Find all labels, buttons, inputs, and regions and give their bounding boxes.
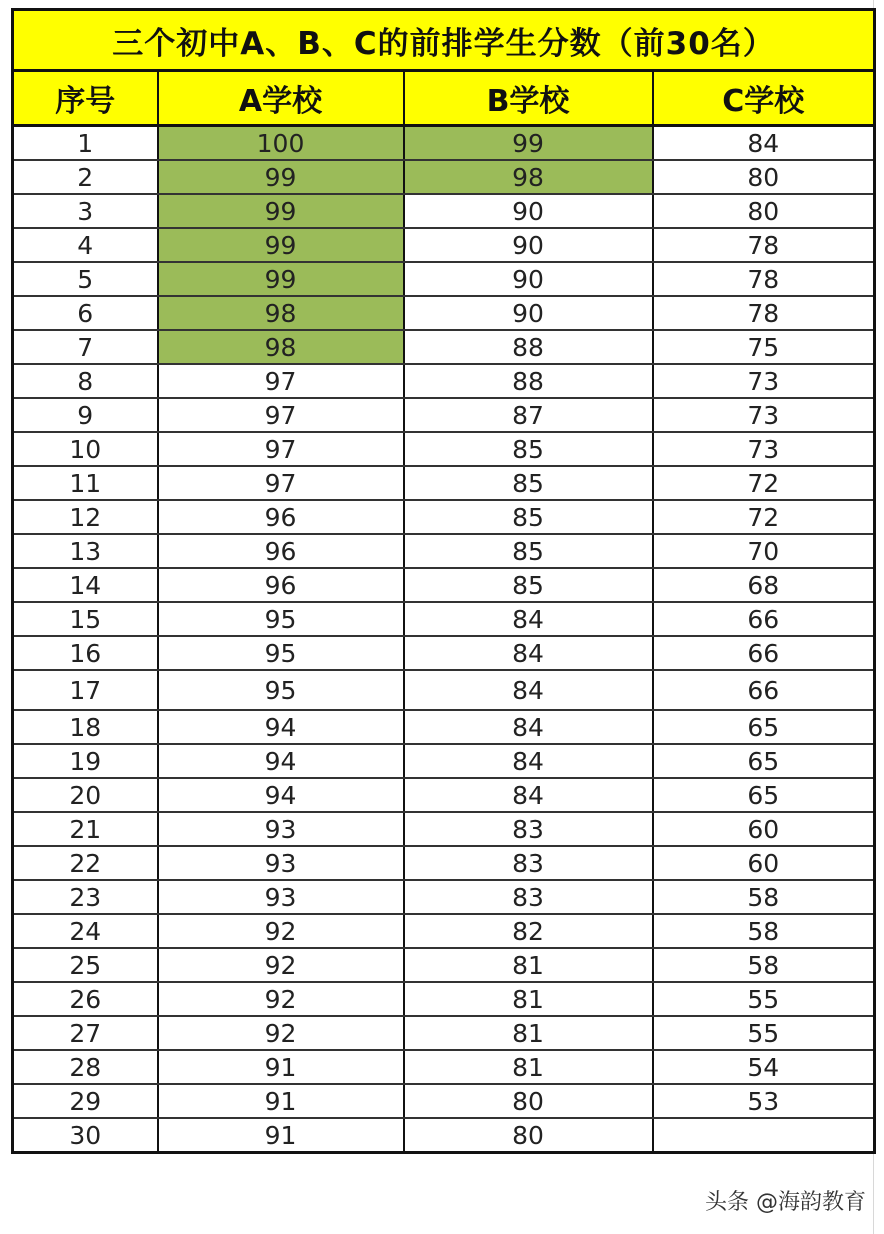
- table-title[interactable]: 三个初中A、B、C的前排学生分数（前30名）: [13, 10, 875, 71]
- school-b-score-cell[interactable]: 85: [404, 466, 653, 500]
- table-row: [13, 330, 875, 364]
- table-row: [13, 812, 875, 846]
- table-row: [13, 1016, 875, 1050]
- row-number-cell[interactable]: 30: [13, 1118, 158, 1153]
- school-a-score-cell[interactable]: 96: [158, 534, 404, 568]
- row-number-cell[interactable]: 19: [13, 744, 158, 778]
- school-b-score-cell[interactable]: 85: [404, 534, 653, 568]
- school-b-score-cell[interactable]: 90: [404, 228, 653, 262]
- table-row: [13, 710, 875, 744]
- table-row: [13, 126, 875, 161]
- table-row: [13, 880, 875, 914]
- school-a-score-cell[interactable]: 92: [158, 914, 404, 948]
- school-a-score-cell[interactable]: 95: [158, 602, 404, 636]
- school-b-score-cell[interactable]: 85: [404, 432, 653, 466]
- school-b-score-cell[interactable]: 83: [404, 846, 653, 880]
- row-number-cell[interactable]: 9: [13, 398, 158, 432]
- school-b-score-cell[interactable]: 84: [404, 602, 653, 636]
- school-b-score-cell[interactable]: 83: [404, 880, 653, 914]
- school-a-score-cell[interactable]: 91: [158, 1118, 404, 1153]
- row-number-cell[interactable]: 15: [13, 602, 158, 636]
- school-c-score-cell[interactable]: 75: [653, 330, 875, 364]
- row-number-cell[interactable]: 18: [13, 710, 158, 744]
- header-cell-number[interactable]: 序号: [13, 71, 158, 126]
- row-number-cell[interactable]: 23: [13, 880, 158, 914]
- school-b-score-cell[interactable]: 90: [404, 194, 653, 228]
- school-c-score-cell[interactable]: 66: [653, 602, 875, 636]
- row-number-cell[interactable]: 27: [13, 1016, 158, 1050]
- school-a-score-cell[interactable]: 99: [158, 228, 404, 262]
- row-number-cell[interactable]: 11: [13, 466, 158, 500]
- school-c-score-cell[interactable]: 60: [653, 846, 875, 880]
- table-row: [13, 262, 875, 296]
- school-c-score-cell[interactable]: 66: [653, 636, 875, 670]
- table-row: [13, 670, 875, 710]
- row-number-cell[interactable]: 22: [13, 846, 158, 880]
- school-b-score-cell[interactable]: 84: [404, 778, 653, 812]
- row-number-cell[interactable]: 3: [13, 194, 158, 228]
- table-row: [13, 1118, 875, 1153]
- school-a-score-cell[interactable]: 97: [158, 466, 404, 500]
- title-row: [13, 10, 875, 71]
- table-row: [13, 364, 875, 398]
- school-b-score-cell[interactable]: 88: [404, 364, 653, 398]
- table-row: [13, 778, 875, 812]
- school-a-score-cell[interactable]: 96: [158, 568, 404, 602]
- row-number-cell[interactable]: 10: [13, 432, 158, 466]
- table-row: [13, 500, 875, 534]
- school-b-score-cell[interactable]: 87: [404, 398, 653, 432]
- school-a-score-cell[interactable]: 98: [158, 330, 404, 364]
- row-number-cell[interactable]: 28: [13, 1050, 158, 1084]
- school-a-score-cell[interactable]: 94: [158, 710, 404, 744]
- row-number-cell[interactable]: 16: [13, 636, 158, 670]
- school-a-score-cell[interactable]: 93: [158, 880, 404, 914]
- school-b-score-cell[interactable]: 84: [404, 636, 653, 670]
- row-number-cell[interactable]: 14: [13, 568, 158, 602]
- school-c-score-cell[interactable]: 65: [653, 778, 875, 812]
- school-a-score-cell[interactable]: 99: [158, 194, 404, 228]
- table-row: [13, 160, 875, 194]
- row-number-cell[interactable]: 2: [13, 160, 158, 194]
- school-b-score-cell[interactable]: 98: [404, 160, 653, 194]
- school-a-score-cell[interactable]: 93: [158, 846, 404, 880]
- school-c-score-cell[interactable]: 78: [653, 228, 875, 262]
- row-number-cell[interactable]: 25: [13, 948, 158, 982]
- school-c-score-cell[interactable]: 53: [653, 1084, 875, 1118]
- header-row: [13, 71, 875, 126]
- row-number-cell[interactable]: 5: [13, 262, 158, 296]
- row-number-cell[interactable]: 20: [13, 778, 158, 812]
- school-c-score-cell[interactable]: 54: [653, 1050, 875, 1084]
- school-b-score-cell[interactable]: 99: [404, 126, 653, 161]
- watermark: 头条 @海韵教育: [705, 1190, 866, 1215]
- school-b-score-cell[interactable]: 81: [404, 1050, 653, 1084]
- school-c-score-cell[interactable]: 70: [653, 534, 875, 568]
- school-b-score-cell[interactable]: 81: [404, 948, 653, 982]
- school-c-score-cell[interactable]: 58: [653, 880, 875, 914]
- school-a-score-cell[interactable]: 94: [158, 778, 404, 812]
- school-c-score-cell[interactable]: 73: [653, 398, 875, 432]
- table-row: [13, 602, 875, 636]
- table-row: [13, 636, 875, 670]
- school-b-score-cell[interactable]: 88: [404, 330, 653, 364]
- row-number-cell[interactable]: 29: [13, 1084, 158, 1118]
- school-a-score-cell[interactable]: 94: [158, 744, 404, 778]
- scores-table: [11, 8, 876, 1154]
- school-b-score-cell[interactable]: 83: [404, 812, 653, 846]
- table-row: [13, 194, 875, 228]
- school-a-score-cell[interactable]: 99: [158, 160, 404, 194]
- school-a-score-cell[interactable]: 93: [158, 812, 404, 846]
- row-number-cell[interactable]: 24: [13, 914, 158, 948]
- table-row: [13, 744, 875, 778]
- school-c-score-cell[interactable]: 55: [653, 1016, 875, 1050]
- header-cell-school-c[interactable]: C学校: [653, 71, 875, 126]
- header-cell-school-a[interactable]: A学校: [158, 71, 404, 126]
- table-row: [13, 1084, 875, 1118]
- school-b-score-cell[interactable]: 80: [404, 1118, 653, 1153]
- school-b-score-cell[interactable]: 85: [404, 500, 653, 534]
- school-c-score-cell[interactable]: 65: [653, 744, 875, 778]
- table-row: [13, 846, 875, 880]
- school-c-score-cell[interactable]: 73: [653, 364, 875, 398]
- school-c-score-cell[interactable]: 65: [653, 710, 875, 744]
- school-a-score-cell[interactable]: 91: [158, 1050, 404, 1084]
- school-a-score-cell[interactable]: 97: [158, 364, 404, 398]
- table-row: [13, 914, 875, 948]
- school-b-score-cell[interactable]: 80: [404, 1084, 653, 1118]
- school-c-score-cell[interactable]: 80: [653, 194, 875, 228]
- school-a-score-cell[interactable]: 95: [158, 670, 404, 710]
- row-number-cell[interactable]: 21: [13, 812, 158, 846]
- school-a-score-cell[interactable]: 92: [158, 982, 404, 1016]
- school-b-score-cell[interactable]: 84: [404, 670, 653, 710]
- school-b-score-cell[interactable]: 81: [404, 982, 653, 1016]
- table-row: [13, 466, 875, 500]
- row-number-cell[interactable]: 26: [13, 982, 158, 1016]
- school-a-score-cell[interactable]: 96: [158, 500, 404, 534]
- school-c-score-cell[interactable]: 84: [653, 126, 875, 161]
- table-row: [13, 432, 875, 466]
- school-a-score-cell[interactable]: 92: [158, 1016, 404, 1050]
- school-b-score-cell[interactable]: 84: [404, 744, 653, 778]
- school-c-score-cell[interactable]: 60: [653, 812, 875, 846]
- school-c-score-cell[interactable]: [653, 1118, 875, 1153]
- school-c-score-cell[interactable]: 58: [653, 948, 875, 982]
- school-c-score-cell[interactable]: 78: [653, 296, 875, 330]
- table-row: [13, 534, 875, 568]
- row-number-cell[interactable]: 12: [13, 500, 158, 534]
- table-row: [13, 228, 875, 262]
- header-cell-school-b[interactable]: B学校: [404, 71, 653, 126]
- table-row: [13, 1050, 875, 1084]
- school-a-score-cell[interactable]: 97: [158, 432, 404, 466]
- school-a-score-cell[interactable]: 100: [158, 126, 404, 161]
- school-a-score-cell[interactable]: 95: [158, 636, 404, 670]
- table-body: [13, 126, 875, 1153]
- school-c-score-cell[interactable]: 66: [653, 670, 875, 710]
- table-row: [13, 398, 875, 432]
- school-a-score-cell[interactable]: 99: [158, 262, 404, 296]
- school-c-score-cell[interactable]: 68: [653, 568, 875, 602]
- school-b-score-cell[interactable]: 85: [404, 568, 653, 602]
- row-number-cell[interactable]: 8: [13, 364, 158, 398]
- school-c-score-cell[interactable]: 80: [653, 160, 875, 194]
- school-a-score-cell[interactable]: 91: [158, 1084, 404, 1118]
- row-number-cell[interactable]: 1: [13, 126, 158, 161]
- school-c-score-cell[interactable]: 73: [653, 432, 875, 466]
- school-c-score-cell[interactable]: 78: [653, 262, 875, 296]
- school-b-score-cell[interactable]: 90: [404, 296, 653, 330]
- row-number-cell[interactable]: 4: [13, 228, 158, 262]
- row-number-cell[interactable]: 7: [13, 330, 158, 364]
- school-a-score-cell[interactable]: 92: [158, 948, 404, 982]
- school-b-score-cell[interactable]: 84: [404, 710, 653, 744]
- school-c-score-cell[interactable]: 55: [653, 982, 875, 1016]
- school-c-score-cell[interactable]: 72: [653, 466, 875, 500]
- school-a-score-cell[interactable]: 97: [158, 398, 404, 432]
- row-number-cell[interactable]: 13: [13, 534, 158, 568]
- school-b-score-cell[interactable]: 82: [404, 914, 653, 948]
- table-row: [13, 948, 875, 982]
- row-number-cell[interactable]: 17: [13, 670, 158, 710]
- school-b-score-cell[interactable]: 90: [404, 262, 653, 296]
- table-row: [13, 568, 875, 602]
- row-number-cell[interactable]: 6: [13, 296, 158, 330]
- school-b-score-cell[interactable]: 81: [404, 1016, 653, 1050]
- table-row: [13, 982, 875, 1016]
- school-a-score-cell[interactable]: 98: [158, 296, 404, 330]
- table-row: [13, 296, 875, 330]
- school-c-score-cell[interactable]: 72: [653, 500, 875, 534]
- school-c-score-cell[interactable]: 58: [653, 914, 875, 948]
